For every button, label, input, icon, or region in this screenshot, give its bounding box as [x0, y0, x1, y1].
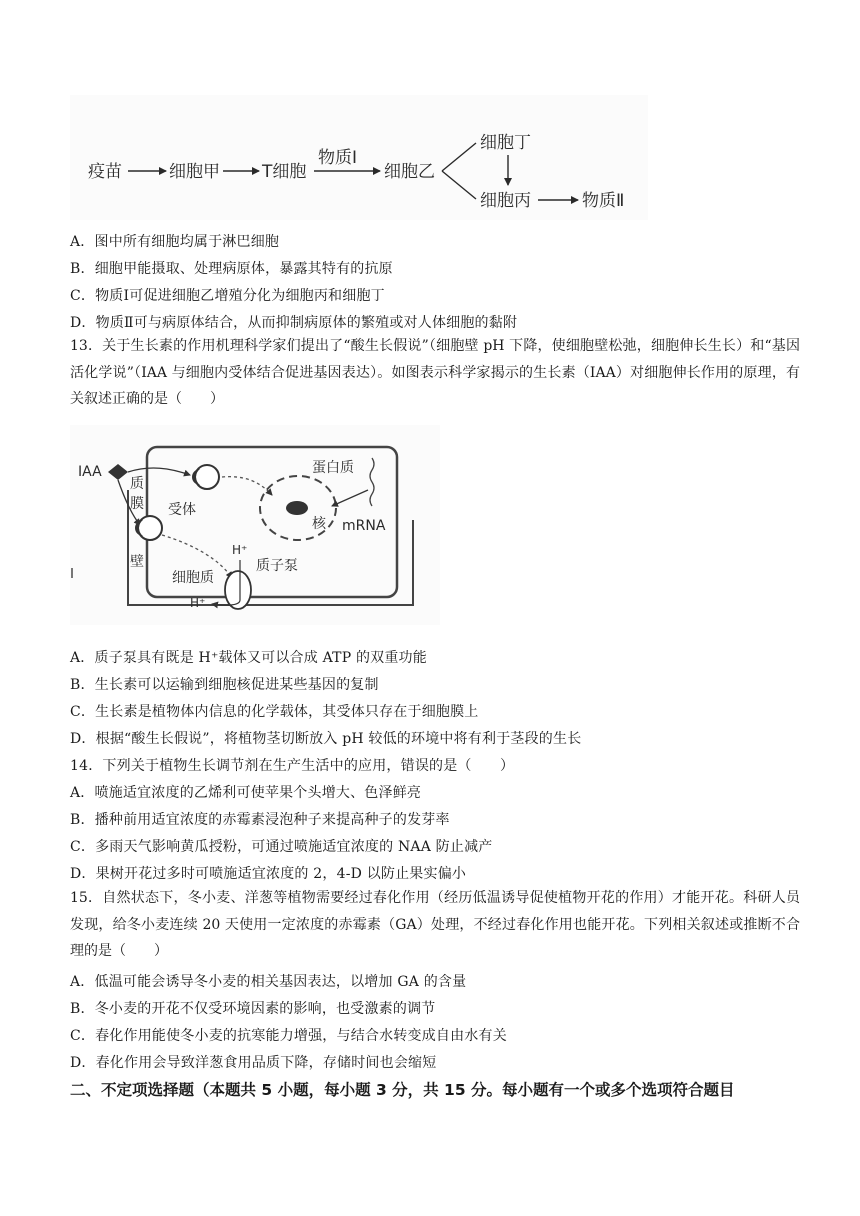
q14-option-d: D．果树开花过多时可喷施适宜浓度的 2，4-D 以防止果实偏小: [70, 866, 467, 882]
label-cytoplasm: 细胞质: [172, 570, 214, 586]
receptor-top: [195, 465, 219, 489]
arrow-mrna-to-protein: [332, 490, 368, 506]
arrow-iaa-receptor-top: [128, 468, 190, 475]
node-t-cell: T细胞: [262, 162, 307, 182]
label-membrane-2: 膜: [130, 496, 144, 512]
immune-flow-diagram: [0, 0, 860, 230]
q15-option-a: A．低温可能会诱导冬小麦的相关基因表达，以增加 GA 的含量: [70, 974, 467, 990]
q13-option-a: A．质子泵具有既是 H⁺载体又可以合成 ATP 的双重功能: [70, 650, 427, 666]
receptor-bottom: [138, 516, 162, 540]
q13-option-c: C．生长素是植物体内信息的化学载体，其受体只存在于细胞膜上: [70, 704, 479, 720]
mrna-strand: [370, 458, 374, 506]
section-2-heading: 二、不定项选择题（本题共 5 小题，每小题 3 分，共 15 分。每小题有一个或多个选项符合题目: [70, 1081, 735, 1099]
branch-to-cell-d: [442, 143, 476, 171]
label-iaa: IAA: [78, 464, 102, 480]
label-proton-in: H⁺: [232, 543, 248, 557]
q15-option-d: D．春化作用会导致洋葱食用品质下降，存储时间也会缩短: [70, 1055, 437, 1071]
label-proton-pump: 质子泵: [256, 558, 298, 574]
node-cell-a: 细胞甲: [169, 162, 220, 182]
node-cell-b: 细胞乙: [384, 162, 435, 182]
label-nucleus: 核: [312, 516, 326, 532]
q13-option-d: D．根据“酸生长假说”，将植物茎切断放入 pH 较低的环境中将有利于茎段的生长: [70, 731, 582, 747]
node-cell-c: 细胞丙: [480, 191, 531, 211]
q14-stem: 14．下列关于植物生长调节剂在生产生活中的应用，错误的是（ ）: [70, 758, 515, 774]
label-proton-out: H⁺: [190, 596, 206, 610]
q13-stem: 13．关于生长素的作用机理科学家们提出了“酸生长假说”（细胞壁 pH 下降，使细胞壁松弛，细胞伸长生长）和“基因活化学说”（IAA 与细胞内受体结合促进基因表达）。如图表示科学家揭示的生长素（IAA）对细胞伸长作用的原理，有关叙述正确的是（ ）: [70, 338, 800, 407]
q14-option-b: B．播种前用适宜浓度的赤霉素浸泡种子来提高种子的发芽率: [70, 812, 450, 828]
node-vaccine: 疫苗: [88, 162, 122, 182]
q12-option-b: B．细胞甲能摄取、处理病原体，暴露其特有的抗原: [70, 261, 393, 277]
node-cell-d: 细胞丁: [480, 133, 531, 153]
auxin-mechanism-diagram: [0, 420, 460, 630]
q15-option-c: C．春化作用能使冬小麦的抗寒能力增强，与结合水转变成自由水有关: [70, 1028, 507, 1044]
q13-option-b: B．生长素可以运输到细胞核促进某些基因的复制: [70, 677, 379, 693]
q12-option-a: A．图中所有细胞均属于淋巴细胞: [70, 234, 280, 250]
node-substance-2: 物质Ⅱ: [582, 191, 625, 211]
q14-option-a: A．喷施适宜浓度的乙烯利可使苹果个头增大、色泽鲜亮: [70, 785, 422, 801]
label-protein: 蛋白质: [312, 460, 354, 476]
branch-to-cell-c: [442, 171, 476, 199]
label-substance-1: 物质Ⅰ: [318, 148, 358, 168]
label-membrane-1: 质: [130, 476, 144, 492]
nucleolus: [286, 501, 308, 515]
label-receptor: 受体: [168, 502, 196, 518]
q14-option-c: C．多雨天气影响黄瓜授粉，可通过喷施适宜浓度的 NAA 防止减产: [70, 839, 493, 855]
q12-option-c: C．物质Ⅰ可促进细胞乙增殖分化为细胞丙和细胞丁: [70, 288, 385, 304]
label-mrna: mRNA: [342, 518, 386, 534]
q15-stem: 15．自然状态下，冬小麦、洋葱等植物需要经过春化作用（经历低温诱导促使植物开花的作用）才能开花。科研人员发现，给冬小麦连续 20 天使用一定浓度的赤霉素（GA）处理，不经过春化作用也能开花。下列相关叙述或推断不合理的是（ ）: [70, 890, 800, 959]
q15-option-b: B．冬小麦的开花不仅受环境因素的影响，也受激素的调节: [70, 1001, 436, 1017]
q12-option-d: D．物质Ⅱ可与病原体结合，从而抑制病原体的繁殖或对人体细胞的黏附: [70, 315, 518, 331]
arrow-receptor-to-nucleus: [222, 477, 272, 495]
iaa-molecule: [108, 464, 128, 480]
label-wall: 壁: [130, 554, 144, 570]
